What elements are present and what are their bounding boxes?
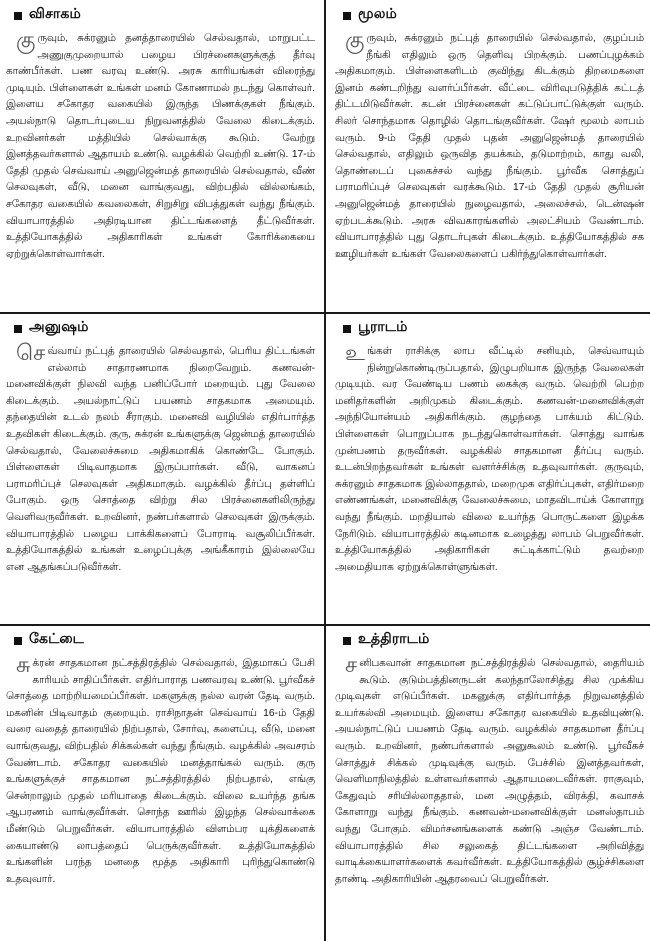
drop-cap: சு [16, 652, 31, 677]
section-title: பூராடம் [358, 319, 408, 335]
drop-cap: ச [345, 652, 358, 677]
section-text: னிபகவான் சாதகமான நட்சத்திரத்தில் செல்வதால், தைரியம் கூடும். குடும்பத்தினருடன் கலந்தாலோசித்து சில முக்கிய முடிவுகள் எடுப்பீர்கள். மகனுக்கு எதிர்பார்த்த நிறுவனத்தில் உயர்கல்வி அமையும். இளைய சகோதர வகையில் உதவியுண்டு. அயல்நாட்டுப் பயணம் தேடி வரும். வழக்கில் சாதகமான தீர்ப்பு வரும். உறவினர், நண்பர்களால் அனுகூலம் உண்டு. பூர்வீகச் சொத்துச் சிக்கல் முடிவுக்கு வரும். பேச்சில் இனத்தவர்கள், வெளிமாநிலத்தில் உள்ளவர்களால் ஆதாயமடைவீர்கள். ராகுவும், கேதுவும் சரியில்லாததால், மன அழுத்தம், விரக்தி, கவாசக் கோளாறு வந்து நீங்கும். கணவன்-மனைவிக்குள் மனஸ்தாபம் வந்து போகும். விமர்சனங்களைக் கண்டு அஞ்ச வேண்டாம். வியாபாரத்தில் சில சலுகைத் திட்டங்களை அறிவித்து வாடிக்கையாளர்களைக் கவர்வீர்கள். உத்தியோகத்தில் சூழ்ச்சிகளை தாண்டி அதிகாரியின் ஆதரவைப் பெறுவீர்கள். [335, 658, 644, 885]
section-body [335, 340, 644, 576]
section-body [6, 340, 315, 576]
section-header [335, 4, 644, 26]
square-bullet-icon [343, 12, 351, 20]
section-anusham [0, 313, 325, 625]
section-header [335, 629, 644, 651]
section-title: மூலம் [358, 6, 397, 22]
section-body [6, 652, 315, 888]
section-text: வ்வாய் நட்புத் தாரையில் செல்வதால், பெரிய திட்டங்கள் எல்லாம் சாதாரணமாக நிறைவேறும். கணவன்-மனைவிக்குள் நிலவி வந்த பனிப்போர் மறையும். புது வேலை கிடைக்கும். அயல்நாட்டுப் பயணம் சாதகமாக அமையும். தந்தையின் உடல் நலம் சீராகும். மனைவி வழியில் எதிர்பார்த்த உதவிகள் கிடைக்கும். குரு, சுக்ரன் உங்களுக்கு ஜென்மத் தாரையில் செல்வதால், வேலைச்சுமை அதிகமாகிக் கொண்டே போகும். பிள்ளைகள் பிடிவாதமாக இருப்பார்கள். வீடு, வாகனப் பராமரிப்புச் செலவுகள் அதிகமாகும். வழக்கில் தீர்ப்பு தள்ளிப் போகும். ஒரு சொத்தை விற்று சில பிரச்னைகளிலிருந்து வெளிவருவீர்கள். உறவினர், நண்பர்களால் செலவுகள் இருக்கும். வியாபாரத்தில் பழைய பாக்கிகளைப் போராடி வசூலிப்பீர்கள். உத்தியோகத்தில் உங்கள் உழைப்புக்கு அங்கீகாரம் இல்லையே என ஆதங்கப்படுவீர்கள். [6, 346, 315, 573]
section-body [6, 27, 315, 263]
square-bullet-icon [14, 12, 22, 20]
section-header [6, 4, 315, 26]
section-moolam [325, 0, 650, 313]
section-uthiradam [325, 625, 650, 941]
square-bullet-icon [343, 637, 351, 645]
section-title: அனுஷம் [29, 319, 89, 335]
drop-cap: கு [16, 27, 36, 52]
drop-cap: கு [345, 27, 365, 52]
section-text: ருவும், சுக்ரனும் தனத்தாரையில் செல்வதால், மாறுபட்ட அணுகுமுறையால் பழைய பிரச்னைகளுக்குத் தீர்வு காண்பீர்கள். பண வரவு உண்டு. அரசு காரியங்கள் விரைந்து முடியும். பிள்ளைகள் உங்கள் மனம் கோணாமல் நடந்து கொள்வர். இளைய சகோதர வகையில் இருந்த பிணக்குகள் நீங்கும். அயல்நாடு தொடர்புடைய நிறுவனத்தில் வேலை கிடைக்கும். உறவினர்கள் மத்தியில் செல்வாக்கு கூடும். வேற்று இனத்தவர்களால் ஆதாயம் உண்டு. வழக்கில் வெற்றி உண்டு. 17-ம் தேதி முதல் செவ்வாய் அனுஜென்மத் தாரையில் செல்வதால், வீண் செலவுகள், வீடு, மனை வாங்குவது, விற்பதில் வில்லங்கம், சகோதர வகையில் கவலைகள், சிறுசிறு விபத்துகள் வந்து நீங்கும். வியாபாரத்தில் அதிரடியான திட்டங்களைத் தீட்டுவீர்கள். உத்தியோகத்தில் அதிகாரிகள் உங்கள் கோரிக்கையை ஏற்றுக்கொள்வார்கள். [6, 33, 315, 260]
section-title: உத்திராடம் [358, 631, 430, 647]
section-text: ருவும், சுக்ரனும் நட்புத் தாரையில் செல்வதால், குழப்பம் நீங்கி எதிலும் ஒரு தெளிவு பிறக்கும். பணப்புழக்கம் அதிகமாகும். பிள்ளைகளிடம் குவிந்து கிடக்கும் திறமைகளை இனம் கண்டறிந்து வளர்ப்பீர்கள். வீட்டை விரிவுபடுத்திக் கட்டத் திட்டமிடுவீர்கள். கடன் பிரச்னைகள் கட்டுப்பாட்டுக்குள் வரும். சிலர் சொந்தமாக தொழில் தொடங்குவீர்கள். ஷேர் மூலம் லாபம் வரும். 9-ம் தேதி முதல் புதன் அனுஜென்மத் தாரையில் செல்வதால், எதிலும் ஒருவித தயக்கம், தடுமாற்றம், காது வலி, தொண்டைப் புகைச்சல் வந்து நீங்கும். பூர்வீக சொத்துப் பராமரிப்புச் செலவுகள் வரக்கூடும். 17-ம் தேதி முதல் சூரியன் அனுஜென்மத் தாரையில் நுழைவதால், அலைச்சல், டென்ஷன் ஏற்படக்கூடும். அரசு விவகாரங்களில் அலட்சியம் வேண்டாம். வியாபாரத்தில் புது தொடர்புகள் கிடைக்கும். உத்தியோகத்தில் சக ஊழியர்கள் உங்கள் வேலைகளைப் பகிர்ந்துகொள்வார்கள். [335, 33, 644, 260]
square-bullet-icon [14, 325, 22, 333]
section-text: க்ரன் சாதகமான நட்சத்திரத்தில் செல்வதால், இதமாகப் பேசி காரியம் சாதிப்பீர்கள். எதிர்பாராத பணவரவு உண்டு. பூர்வீகச் சொத்தை மாற்றியமைப்பீர்கள். மகளுக்கு நல்ல வரன் தேடி வரும். மகனின் பிடிவாதம் குறையும். ராசிநாதன் செவ்வாய் 16-ம் தேதி வரை வதைத் தாரையில் நிற்பதால், சோர்வு, களைப்பு, வீடு, மனை வாங்குவது, விற்பதில் சிக்கல்கள் வந்து நீங்கும். வழக்கில் அவசரம் வேண்டாம். சகோதர வகையில் மனத்தாங்கல் வரும். குரு உங்களுக்குச் சாதகமான நட்சத்திரத்தில் நிற்பதால், எங்கு சென்றாலும் முதல் மரியாதை கிடைக்கும். விலை உயர்ந்த தங்க ஆபரணம் வாங்குவீர்கள். சொந்த ஊரில் இழந்த செல்வாக்கை மீண்டும் பெறுவீர்கள். வியாபாரத்தில் விளம்பர யுக்திகளைக் கையாண்டு லாபத்தைப் பெருக்குவீர்கள். உத்தியோகத்தில் உங்களின் பரந்த மனதை மூத்த அதிகாரி புரிந்துகொண்டு உதவுவார். [6, 658, 315, 885]
drop-cap: செ [16, 340, 46, 365]
section-body [335, 27, 644, 263]
section-header [335, 317, 644, 339]
drop-cap: உ [345, 340, 365, 365]
section-title: விசாகம் [29, 6, 82, 22]
section-header [6, 629, 315, 651]
section-visakam [0, 0, 325, 313]
section-pooradam [325, 313, 650, 625]
square-bullet-icon [343, 325, 351, 333]
square-bullet-icon [14, 637, 22, 645]
section-body [335, 652, 644, 888]
section-header [6, 317, 315, 339]
section-title: கேட்டை [29, 631, 85, 647]
section-kettai [0, 625, 325, 941]
section-text: ங்கள் ராசிக்கு லாப வீட்டில் சனியும், செவ்வாயும் நின்றுகொண்டிருப்பதால், இழுபறியாக இருந்த வேலைகள் முடியும். வர வேண்டிய பணம் கைக்கு வரும். வெற்றி பெற்ற மனிதர்களின் அறிமுகம் கிடைக்கும். கணவன்-மனைவிக்குள் அந்நியோன்யம் அதிகரிக்கும். குழந்தை பாக்யம் கிட்டும். பிள்ளைகள் பொறுப்பாக நடந்துகொள்வார்கள். சொத்து வாங்க முன்பணம் தருவீர்கள். வழக்கில் சாதகமான தீர்ப்பு வரும். உடன்பிறந்தவர்கள் உங்கள் வளர்ச்சிக்கு உதவுவார்கள். குருவும், சுக்ரனும் சாதகமாக இல்லாததால், மறைமுக எதிர்ப்புகள், எதிர்மறை எண்ணங்கள், மனைவிக்கு வேலைச்சுமை, மாதவிடாய்க் கோளாறு வந்து நீங்கும். மறதியால் விலை உயர்ந்த பொருட்களை இழக்க நேரிடும். வியாபாரத்தில் கடினமாக உழைத்து லாபம் பெறுவீர்கள். உத்தியோகத்தில் அதிகாரிகள் சுட்டிக்காட்டும் தவற்றை அமைதியாக ஏற்றுக்கொள்ளுங்கள். [335, 346, 644, 573]
